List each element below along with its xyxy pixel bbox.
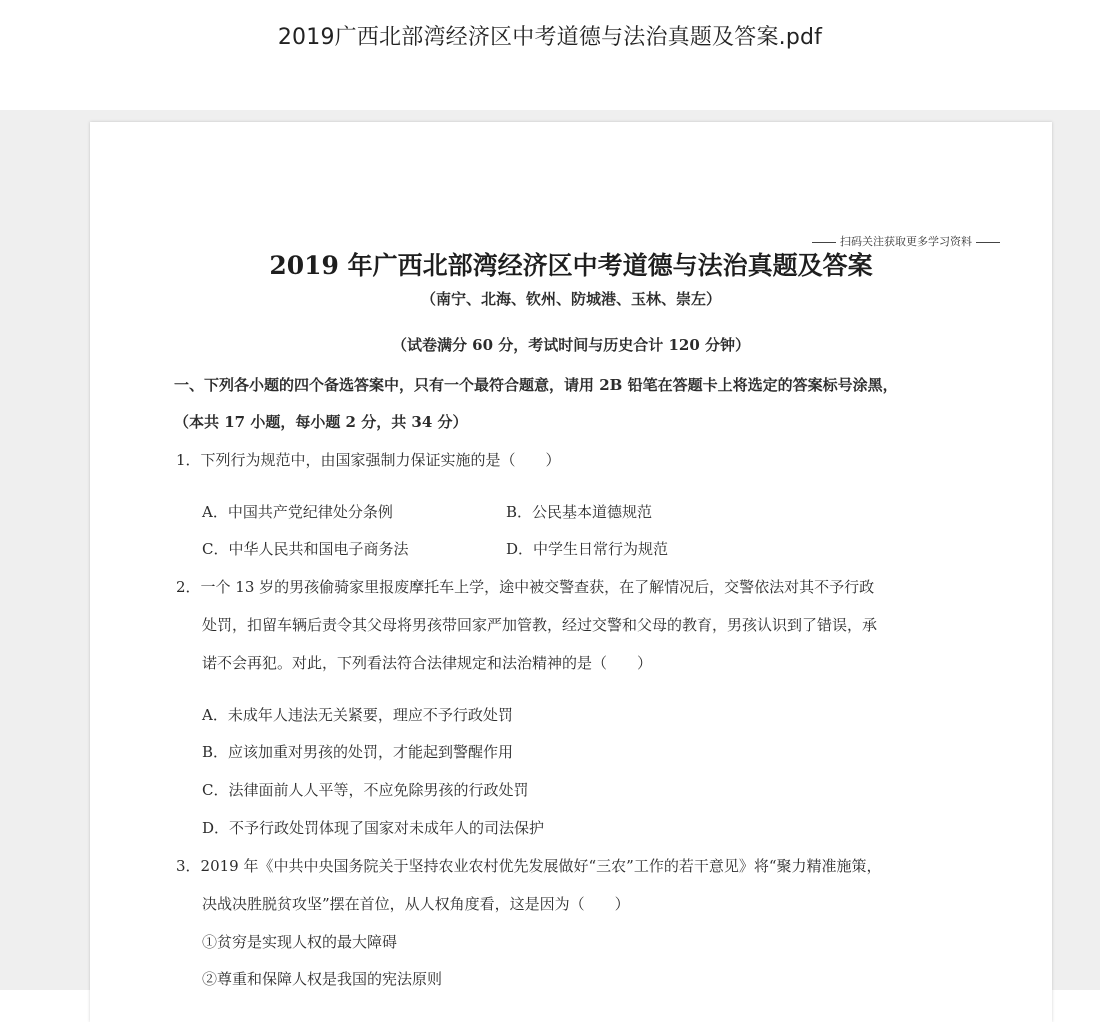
question-1-stem: 1．下列行为规范中，由国家强制力保证实施的是（ ） (176, 451, 561, 469)
document-title: 2019 年广西北部湾经济区中考道德与法治真题及答案 (269, 251, 873, 280)
question-1-option-b: B．公民基本道德规范 (506, 503, 653, 521)
document-subtitle: （南宁、北海、钦州、防城港、玉林、崇左） (420, 290, 721, 308)
file-header (0, 0, 1100, 110)
question-3-stem-line-2: 决战决胜脱贫攻坚”摆在首位，从人权角度看，这是因为（ ） (202, 895, 630, 913)
question-2-stem-line-2: 处罚，扣留车辆后责令其父母将男孩带回家严加管教，经过交警和父母的教育，男孩认识到了错误，承 (202, 616, 878, 634)
question-1-option-c: C．中华人民共和国电子商务法 (202, 540, 409, 558)
section-note: （本共 17 小题，每小题 2 分，共 34 分） (174, 413, 468, 431)
question-2-option-a: A．未成年人违法无关紧要，理应不予行政处罚 (202, 706, 513, 724)
file-title: 2019广西北部湾经济区中考道德与法治真题及答案.pdf (277, 25, 823, 50)
pdf-page (90, 122, 1052, 1022)
question-2-stem-line-1: 2．一个 13 岁的男孩偷骑家里报废摩托车上学，途中被交警查获，在了解情况后，交警依法对其不予行政 (176, 578, 875, 596)
dash-left (812, 242, 836, 243)
exam-info: （试卷满分 60 分，考试时间与历史合计 120 分钟） (391, 336, 751, 354)
question-3-stem-line-1: 3．2019 年《中共中央国务院关于坚持农业农村优先发展做好“三农”工作的若干意见》将“聚力精准施策， (176, 857, 882, 875)
question-2-option-c: C．法律面前人人平等，不应免除男孩的行政处罚 (202, 781, 529, 799)
question-3-item-1: ①贫穷是实现人权的最大障碍 (202, 933, 398, 951)
dash-right (976, 242, 1000, 243)
question-1-option-d: D．中学生日常行为规范 (506, 540, 669, 558)
section-heading: 一、下列各小题的四个备选答案中，只有一个最符合题意，请用 2B 铅笔在答题卡上将选定的答案标号涂黑， (174, 376, 898, 394)
question-2-option-b: B．应该加重对男孩的处罚，才能起到警醒作用 (202, 743, 514, 761)
watermark-text: 扫码关注获取更多学习资料 (840, 235, 972, 248)
question-2-stem-line-3: 诺不会再犯。对此，下列看法符合法律规定和法治精神的是（ ） (202, 654, 653, 672)
question-2-option-d: D．不予行政处罚体现了国家对未成年人的司法保护 (202, 819, 545, 837)
question-1-option-a: A．中国共产党纪律处分条例 (202, 503, 393, 521)
question-3-item-2: ②尊重和保障人权是我国的宪法原则 (202, 970, 443, 988)
